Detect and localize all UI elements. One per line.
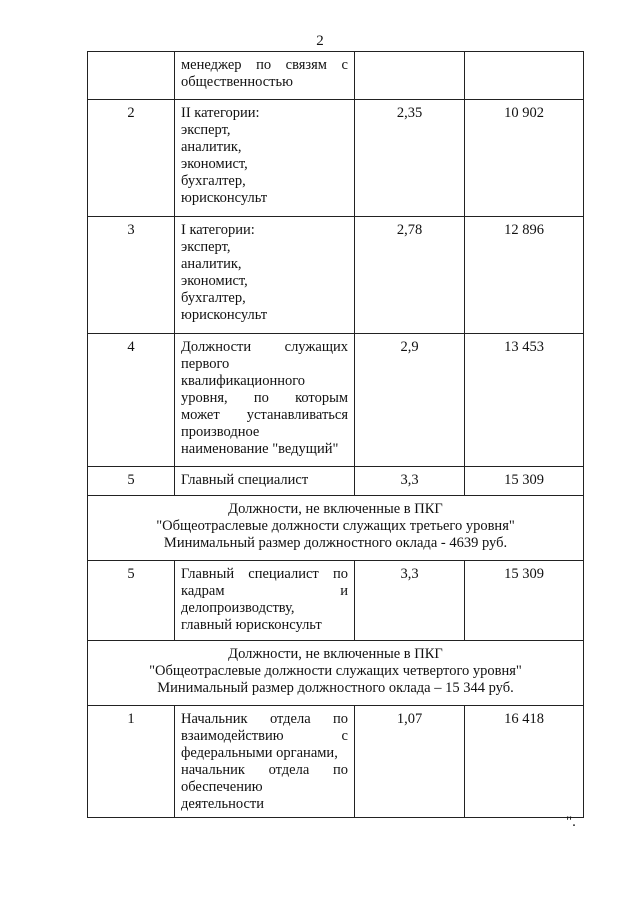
coefficient-cell: 2,78	[355, 217, 465, 334]
position-line: общественностью	[181, 74, 293, 90]
salary-cell: 12 896	[465, 217, 584, 334]
position-line: Начальник отдела по	[181, 711, 348, 727]
position-cell	[175, 100, 355, 217]
position-line: аналитик,	[181, 139, 242, 155]
position-line: начальник отдела по	[181, 762, 348, 778]
position-line: федеральными органами,	[181, 745, 338, 761]
salary-cell: 16 418	[465, 706, 584, 818]
section-group-name: "Общеотраслевые должности служащих четвертого уровня"	[149, 663, 522, 679]
position-line: эксперт,	[181, 122, 231, 138]
table-row	[88, 100, 584, 217]
position-line: эксперт,	[181, 239, 231, 255]
salary-cell	[465, 52, 584, 100]
position-cell	[175, 561, 355, 641]
section-header-third-level	[88, 496, 584, 561]
row-number-cell: 5	[88, 467, 175, 496]
position-line: I категории:	[181, 222, 255, 238]
table-row	[88, 52, 584, 100]
position-line: Главный специалист по	[181, 566, 348, 582]
row-number-cell: 3	[88, 217, 175, 334]
position-line: квалификационного	[181, 373, 306, 389]
table-row	[88, 706, 584, 818]
position-line: аналитик,	[181, 256, 242, 272]
table-row	[88, 217, 584, 334]
position-line: может устанавливаться	[181, 407, 348, 423]
section-header-row	[88, 641, 584, 706]
salary-cell: 15 309	[465, 561, 584, 641]
position-line: деятельности	[181, 796, 265, 812]
row-number-cell: 2	[88, 100, 175, 217]
coefficient-cell: 2,35	[355, 100, 465, 217]
row-number-cell: 5	[88, 561, 175, 641]
section-title: Должности, не включенные в ПКГ	[228, 646, 443, 662]
position-line: производное	[181, 424, 260, 440]
position-line: менеджер по связям с	[181, 57, 348, 73]
salary-cell: 13 453	[465, 334, 584, 467]
position-line: экономист,	[181, 273, 248, 289]
closing-quote-mark: ".	[566, 814, 576, 830]
section-header-row	[88, 496, 584, 561]
position-line: бухгалтер,	[181, 290, 246, 306]
position-line: главный юрисконсульт	[181, 617, 322, 633]
position-line: наименование "ведущий"	[181, 441, 339, 457]
section-min-salary: Минимальный размер должностного оклада – 15 344 руб.	[157, 680, 514, 696]
table-row	[88, 467, 584, 496]
table-row	[88, 334, 584, 467]
section-title: Должности, не включенные в ПКГ	[228, 501, 443, 517]
position-line: делопроизводству,	[181, 600, 295, 616]
position-cell	[175, 217, 355, 334]
position-line: II категории:	[181, 105, 260, 121]
position-line: юрисконсульт	[181, 190, 268, 206]
table-row	[88, 561, 584, 641]
coefficient-cell: 2,9	[355, 334, 465, 467]
row-number-cell	[88, 52, 175, 100]
position-line: Должности служащих	[181, 339, 348, 355]
position-line: уровня, по которым	[181, 390, 348, 406]
coefficient-cell: 3,3	[355, 561, 465, 641]
position-line: юрисконсульт	[181, 307, 268, 323]
position-cell	[175, 706, 355, 818]
coefficient-cell: 1,07	[355, 706, 465, 818]
section-header-fourth-level	[88, 641, 584, 706]
position-line: обеспечению	[181, 779, 263, 795]
salary-cell: 15 309	[465, 467, 584, 496]
salary-cell: 10 902	[465, 100, 584, 217]
position-cell	[175, 334, 355, 467]
coefficient-cell	[355, 52, 465, 100]
salary-table	[87, 51, 584, 818]
position-line: экономист,	[181, 156, 248, 172]
section-min-salary: Минимальный размер должностного оклада - 4639 руб.	[163, 535, 508, 551]
position-line: взаимодействию с	[181, 728, 348, 744]
position-line: первого	[181, 356, 230, 372]
position-line: кадрам и	[181, 583, 348, 599]
page-number: 2	[316, 33, 324, 49]
position-cell	[175, 52, 355, 100]
section-group-name: "Общеотраслевые должности служащих третьего уровня"	[156, 518, 515, 534]
position-line: бухгалтер,	[181, 173, 246, 189]
coefficient-cell: 3,3	[355, 467, 465, 496]
position-cell	[175, 467, 355, 496]
row-number-cell: 4	[88, 334, 175, 467]
position-line: Главный специалист	[181, 472, 309, 488]
row-number-cell: 1	[88, 706, 175, 818]
